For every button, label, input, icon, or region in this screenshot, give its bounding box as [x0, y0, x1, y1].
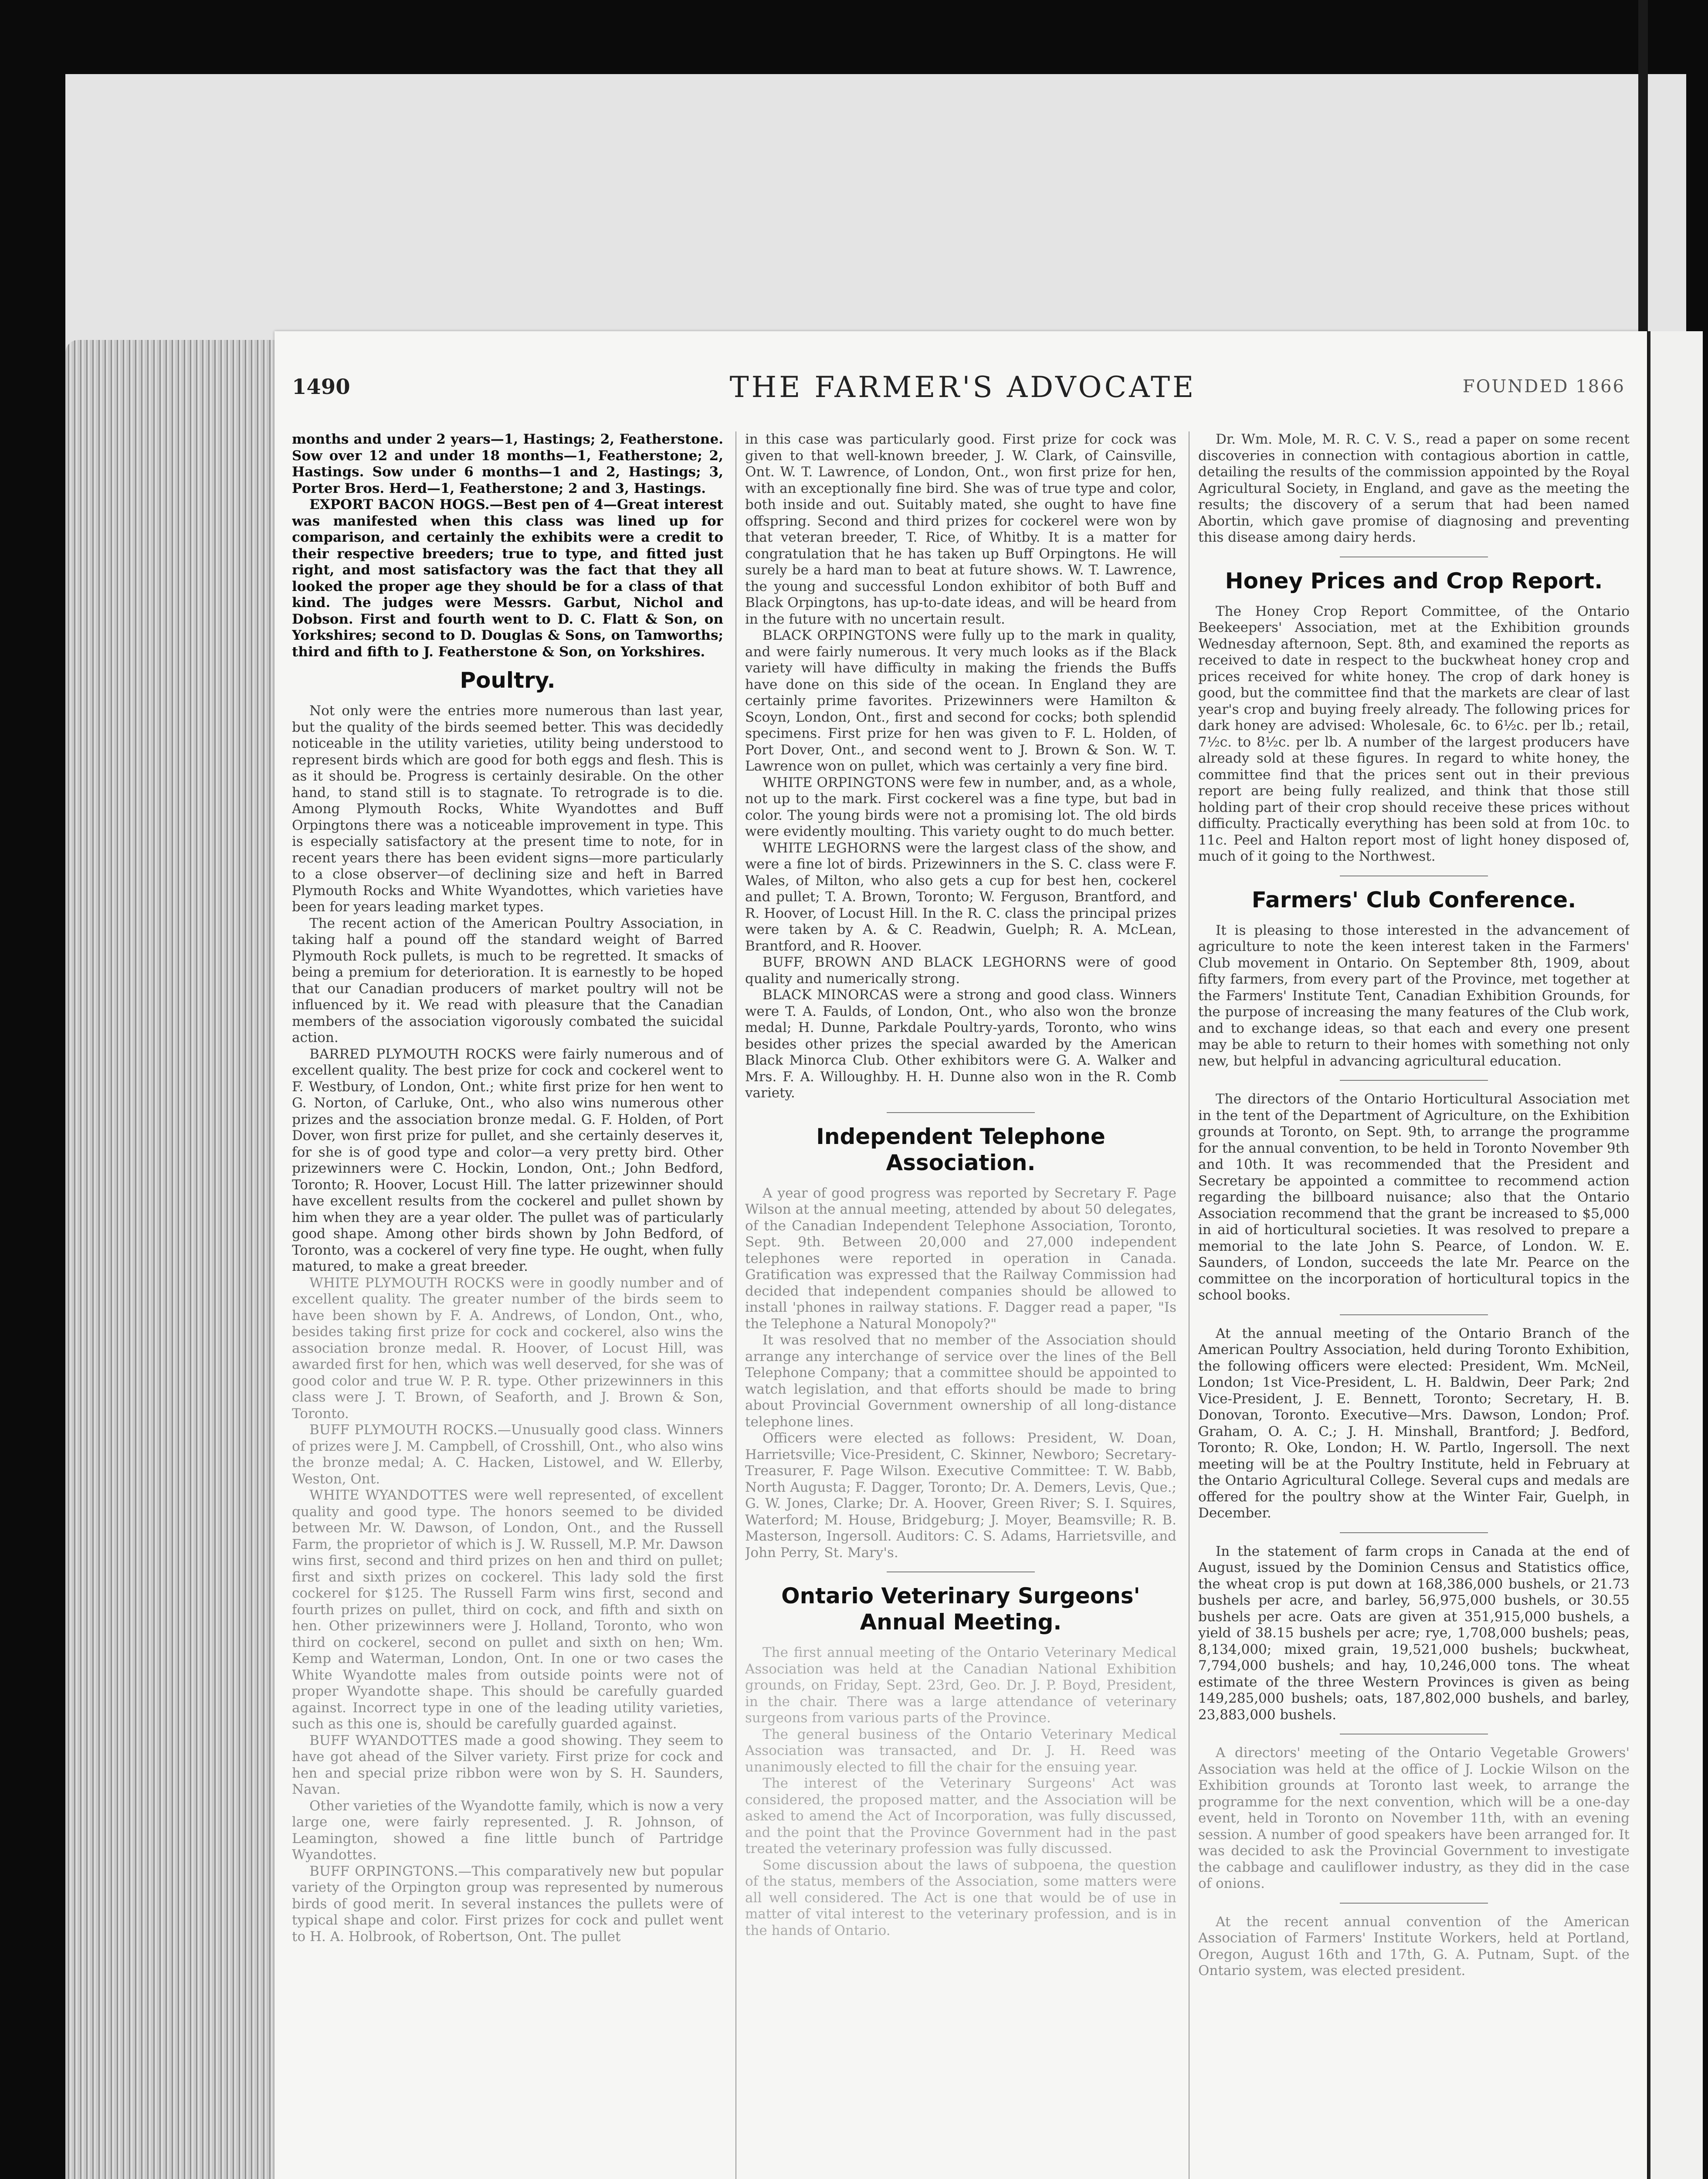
- paragraph: WHITE LEGHORNS were the largest class of the show, and were a fine lot of birds. Prizewinners in the S. C. class were F. Wales, of Milton, who also gets a cup for best hen, cockerel and pullet; T. A. Brown, Toronto; W. Ferguson, Brantford, and R. Hoover, of Locust Hill. In the R. C. class the principal prizes were taken by A. & C. Readwin, Guelph; R. A. McLean, Brantford, and R. Hoover.: [745, 840, 1176, 954]
- paragraph: BLACK MINORCAS were a strong and good class. Winners were T. A. Faulds, of London, Ont., who also won the bronze medal; H. Dunne, Parkdale Poultry-yards, Toronto, who wins besides other prizes the special awarded by the American Black Minorca Club. Other exhibitors were G. A. Walker and Mrs. F. A. Willoughby. H. H. Dunne also won in the R. Comb variety.: [745, 987, 1176, 1101]
- section-divider: [1340, 1903, 1488, 1904]
- paragraph: months and under 2 years—1, Hastings; 2, Featherstone. Sow over 12 and under 18 months—1, Featherstone; 2, Hastings. Sow under 6 months—1 and 2, Hastings; 3, Porter Bros. Herd—1, Featherstone; 2 and 3, Hastings.: [292, 431, 723, 496]
- section-divider: [887, 1112, 1035, 1113]
- paragraph: BUFF, BROWN AND BLACK LEGHORNS were of good quality and numerically strong.: [745, 954, 1176, 987]
- column-2: [745, 431, 1176, 2179]
- column-3: [1198, 431, 1630, 2179]
- paragraph: BUFF WYANDOTTES made a good showing. They seem to have got ahead of the Silver variety. First prize for cock and hen and special prize ribbon were won by S. H. Saunders, Navan.: [292, 1732, 723, 1797]
- paragraph: WHITE PLYMOUTH ROCKS were in goodly number and of excellent quality. The greater number of the birds seem to have been shown by F. A. Andrews, of London, Ont., who, besides taking first prize for cock and cockerel, also wins the association bronze medal. R. Hoover, of Locust Hill, was awarded first for hen, which was well deserved, for she was of good color and true W. P. R. type. Other prizewinners in this class were J. T. Brown, of Seaforth, and J. Brown & Son, Toronto.: [292, 1275, 723, 1422]
- paragraph: in this case was particularly good. First prize for cock was given to that well-known breeder, J. W. Clark, of Cainsville, Ont. W. T. Lawrence, of London, Ont., won first prize for hen, with an exceptionally fine bird. She was of true type and color, both inside and out. Suitably mated, she ought to have fine offspring. Second and third prizes for cockerel were won by that veteran breeder, T. Rice, of Whitby. It is a matter for congratulation that he has taken up Buff Orpingtons. He will surely be a hard man to beat at future shows. W. T. Lawrence, the young and successful London exhibitor of both Buff and Black Orpingtons, has up-to-date ideas, and will be heard from in the future with no uncertain result.: [745, 431, 1176, 627]
- section-divider: [1340, 1314, 1488, 1315]
- page-header: [292, 370, 1625, 405]
- newspaper-page: [274, 331, 1647, 2179]
- column-1: [292, 431, 723, 2179]
- paragraph: WHITE WYANDOTTES were well represented, of excellent quality and good type. The honors seemed to be divided between Mr. W. Dawson, of London, Ont., and the Russell Farm, the proprietor of which is J. W. Russell, M.P. Mr. Dawson wins first, second and third prizes on hen and third on pullet; first and sixth prizes on cockerel. This lady sold the first cockerel for $125. The Russell Farm wins first, second and fourth prizes on pullet, third on cock, and fifth and sixth on hen. Other prizewinners were J. Holland, Toronto, who won third on cockerel, second on pullet and sixth on hen; Wm. Kemp and Waterman, London, Ont. In one or two cases the White Wyandotte males from outside points were not of proper Wyandotte shape. This should be carefully guarded against. Incorrect type in one of the leading utility varieties, such as this one is, should be carefully guarded against.: [292, 1487, 723, 1732]
- section-heading-farmers-club: Farmers' Club Conference.: [1251, 887, 1576, 913]
- section-divider: [1340, 1532, 1488, 1533]
- paragraph: It was resolved that no member of the Association should arrange any interchange of service over the lines of the Bell Telephone Company; that a committee should be appointed to watch legislation, and that efforts should be made to bring about Provincial Government ownership of all long-distance telephone lines.: [745, 1332, 1176, 1430]
- founded-line: FOUNDED 1866: [1462, 377, 1625, 397]
- column-rule: [1189, 431, 1190, 2179]
- section-heading-honey: Honey Prices and Crop Report.: [1225, 568, 1603, 594]
- paragraph: WHITE ORPINGTONS were few in number, and, as a whole, not up to the mark. First cockerel was a fine type, but bad in color. The young birds were not a promising lot. The old birds were evidently moulting. This variety ought to do much better.: [745, 774, 1176, 839]
- paragraph: The Honey Crop Report Committee, of the Ontario Beekeepers' Association, met at the Exhibition grounds Wednesday afternoon, Sept. 8th, and examined the reports as received to date in respect to the buckwheat honey crop and prices received for white honey. The crop of dark honey is good, but the committee find that the markets are clear of last year's crop and buying freely already. The following prices for dark honey are advised: Wholesale, 6c. to 6½c. per lb.; retail, 7½c. to 8½c. per lb. A number of the largest producers have already sold at these figures. In regard to white honey, the committee find that the prices sent out in their previous report are being fully realized, and think that those still holding part of their crop should receive these prices without difficulty. Practically everything has been sold at from 10c. to 11c. Peel and Halton report most of light honey disposed of, much of it going to the Northwest.: [1198, 603, 1630, 864]
- section-heading-telephone: Independent Telephone Association.: [816, 1123, 1105, 1175]
- section-divider: [887, 1571, 1035, 1572]
- paragraph: In the statement of farm crops in Canada at the end of August, issued by the Dominion Census and Statistics office, the wheat crop is put down at 168,386,000 bushels, or 21.73 bushels per acre, and barley, 56,975,000 bushels, or 30.55 bushels per acre. Oats are given at 351,915,000 bushels, a yield of 38.15 bushels per acre; rye, 1,708,000 bushels; peas, 8,134,000; mixed grain, 19,521,000 bushels; buckwheat, 7,794,000 bushels; and hay, 10,246,000 tons. The wheat estimate of the three Western Provinces is given as being 149,285,000 bushels; oats, 187,802,000 bushels, and barley, 23,883,000 bushels.: [1198, 1543, 1630, 1723]
- paragraph: The interest of the Veterinary Surgeons' Act was considered, the proposed matter, and the Association will be asked to amend the Act of Incorporation, was fully discussed, and the point that the Province Government had in the past treated the veterinary profession was fully discussed.: [745, 1775, 1176, 1857]
- paragraph: BUFF ORPINGTONS.—This comparatively new but popular variety of the Orpington group was represented by numerous birds of good merit. In several instances the pullets were of typical shape and color. First prizes for cock and pullet went to H. A. Holbrook, of Robertson, Ont. The pullet: [292, 1863, 723, 1945]
- paragraph: The directors of the Ontario Horticultural Association met in the tent of the Department of Agriculture, on the Exhibition grounds at Toronto, on Sept. 9th, to arrange the programme for the annual convention, to be held in Toronto November 9th and 10th. It was recommended that the President and Secretary be appointed a committee to recommend action regarding the billboard nuisance; also that the Ontario Association recommend that the grant be increased to $5,000 in aid of horticultural societies. It was resolved to prepare a memorial to the late John S. Pearce, of London. W. E. Saunders, of London, succeeds the late Mr. Pearce on the committee on the incorporation of horticultural topics in the school books.: [1198, 1091, 1630, 1303]
- paragraph: The general business of the Ontario Veterinary Medical Association was transacted, and Dr. J. H. Reed was unanimously elected to fill the chair for the ensuing year.: [745, 1726, 1176, 1775]
- paragraph: BUFF PLYMOUTH ROCKS.—Unusually good class. Winners of prizes were J. M. Campbell, of Crosshill, Ont., who also wins the bronze medal; A. C. Hacken, Listowel, and W. Ellerby, Weston, Ont.: [292, 1422, 723, 1487]
- section-divider: [1340, 1080, 1488, 1081]
- paragraph: Other varieties of the Wyandotte family, which is now a very large one, were fairly represented. J. R. Johnson, of Leamington, showed a fine little bunch of Partridge Wyandottes.: [292, 1798, 723, 1863]
- paragraph: The recent action of the American Poultry Association, in taking half a pound off the standard weight of Barred Plymouth Rock pullets, is much to be regretted. It smacks of being a premium for deterioration. It is earnestly to be hoped that our Canadian producers of market poultry will not be influenced by it. We read with pleasure that the Canadian members of the association vigorously combated the suicidal action.: [292, 915, 723, 1045]
- section-heading-veterinary: Ontario Veterinary Surgeons' Annual Meeting.: [781, 1583, 1140, 1635]
- paragraph: BLACK ORPINGTONS were fully up to the mark in quality, and were fairly numerous. It very much looks as if the Black variety will have difficulty in making the friends the Buffs have done on this side of the ocean. In England they are certainly prime favorites. Prizewinners were Hamilton & Scoyn, London, Ont., first and second for cocks; both splendid specimens. First prize for hen was given to F. L. Holden, of Port Dover, Ont., and second went to J. Brown & Son. W. T. Lawrence won on pullet, which was certainly a very fine bird.: [745, 628, 1176, 774]
- paragraph: Dr. Wm. Mole, M. R. C. V. S., read a paper on some recent discoveries in connection with contagious abortion in cattle, detailing the results of the commission appointed by the Royal Agricultural Society, in England, and gave as the meeting the results; the discovery of a serum that had been named Abortin, which gave promise of diagnosing and preventing this disease among dairy herds.: [1198, 431, 1630, 545]
- paragraph: A directors' meeting of the Ontario Vegetable Growers' Association was held at the office of J. Lockie Wilson on the Exhibition grounds at Toronto last week, to arrange the programme for the next convention, which will be a one-day event, held in Toronto on November 11th, with an evening session. A number of good speakers have been arranged for. It was decided to ask the Provincial Government to investigate the cabbage and cauliflower industry, as they did in the case of onions.: [1198, 1745, 1630, 1891]
- paragraph: BARRED PLYMOUTH ROCKS were fairly numerous and of excellent quality. The best prize for cock and cockerel went to F. Westbury, of London, Ont.; white first prize for hen went to G. Norton, of Carluke, Ont., who also wins numerous other prizes and the association bronze medal. G. F. Holden, of Port Dover, won first prize for pullet, and she certainly deserves it, for she is of good type and color—a very pretty bird. Other prizewinners were C. Hockin, London, Ont.; John Bedford, Toronto; R. Hoover, Locust Hill. The latter prizewinner should have excellent results from the cockerel and pullet shown by him when they are a year older. The pullet was of particularly good shape. Among other birds shown by John Bedford, of Toronto, was a cockerel of very fine type. He ought, when fully matured, to make a great breeder.: [292, 1046, 723, 1274]
- article-columns: [292, 431, 1630, 2179]
- paragraph: EXPORT BACON HOGS.—Best pen of 4—Great interest was manifested when this class was lined up for comparison, and certainly the exhibits were a credit to their respective breeders; true to type, and fitted just right, and most satisfactory was the fact that they all looked the proper age they should be for a class of that kind. The judges were Messrs. Garbut, Nichol and Dobson. First and fourth went to D. C. Flatt & Son, on Yorkshires; second to D. Douglas & Sons, on Tamworths; third and fifth to J. Featherstone & Son, on Yorkshires.: [292, 497, 723, 660]
- paragraph: Some discussion about the laws of subpoena, the question of the status, members of the Association, some matters were all well considered. The Act is one that would be of use in matter of vital interest to the veterinary profession, and is in the hands of Ontario.: [745, 1857, 1176, 1938]
- paragraph: It is pleasing to those interested in the advancement of agriculture to note the keen interest taken in the Farmers' Club movement in Ontario. On September 8th, 1909, about fifty farmers, from every part of the Province, met together at the Farmers' Institute Tent, Canadian Exhibition Grounds, for the purpose of increasing the many features of the Club work, and to exchange ideas, so that each and every one present may be able to return to their homes with something not only new, but helpful in advancing agricultural education.: [1198, 922, 1630, 1069]
- page-number: 1490: [292, 375, 350, 399]
- page-edges: [65, 340, 274, 2179]
- paragraph: The first annual meeting of the Ontario Veterinary Medical Association was held at the Canadian National Exhibition grounds, on Friday, Sept. 23rd, Geo. Dr. J. P. Boyd, President, in the chair. There was a large attendance of veterinary surgeons from various parts of the Province.: [745, 1645, 1176, 1726]
- paragraph: A year of good progress was reported by Secretary F. Page Wilson at the annual meeting, attended by about 50 delegates, of the Canadian Independent Telephone Association, Toronto, Sept. 9th. Between 20,000 and 27,000 independent telephones were reported in operation in Canada. Gratification was expressed that the Railway Commission had decided that independent companies should be allowed to install 'phones in railway stations. F. Dagger read a paper, "Is the Telephone a Natural Monopoly?": [745, 1185, 1176, 1332]
- masthead: THE FARMER'S ADVOCATE: [729, 370, 1196, 404]
- paragraph: At the annual meeting of the Ontario Branch of the American Poultry Association, held during Toronto Exhibition, the following officers were elected: President, Wm. McNeil, London; 1st Vice-President, L. H. Baldwin, Deer Park; 2nd Vice-President, J. E. Bennett, Toronto; Secretary, H. B. Donovan, Toronto. Executive—Mrs. Dawson, London; Prof. Graham, O. A. C.; J. H. Minshall, Brantford; J. Bedford, Toronto; R. Oke, London; H. W. Partlo, Ingersoll. The next meeting will be at the Poultry Institute, held in February at the Ontario Agricultural College. Several cups and medals are offered for the poultry show at the Winter Fair, Guelph, in December.: [1198, 1325, 1630, 1521]
- section-heading-poultry: Poultry.: [460, 668, 556, 693]
- column-rule: [735, 431, 736, 2179]
- next-page-edge: [1647, 331, 1703, 2179]
- paragraph: Not only were the entries more numerous than last year, but the quality of the birds seemed better. This was decidedly noticeable in the utility varieties, utility being understood to represent birds which are good for both eggs and flesh. This is as it should be. Progress is certainly desirable. On the other hand, to stand still is to stagnate. To retrograde is to die. Among Plymouth Rocks, White Wyandottes and Buff Orpingtons there was a noticeable improvement in type. This is especially satisfactory at the present time to note, for in recent years there has been evident signs—more particularly to a close observer—of declining size and heft in Barred Plymouth Rocks and White Wyandottes, which varieties have been for years leading market types.: [292, 703, 723, 915]
- paragraph: At the recent annual convention of the American Association of Farmers' Institute Workers, held at Portland, Oregon, August 16th and 17th, G. A. Putnam, Supt. of the Ontario system, was elected president.: [1198, 1914, 1630, 1979]
- paragraph: Officers were elected as follows: President, W. Doan, Harrietsville; Vice-President, C. Skinner, Newboro; Secretary-Treasurer, F. Page Wilson. Executive Committee: T. W. Babb, North Augusta; F. Dagger, Toronto; Dr. A. Demers, Levis, Que.; G. W. Jones, Clarke; Dr. A. Hoover, Green River; S. I. Squires, Waterford; M. House, Bridgeburg; J. Moyer, Beamsville; R. B. Masterson, Ingersoll. Auditors: C. S. Adams, Harrietsville, and John Perry, St. Mary's.: [745, 1430, 1176, 1561]
